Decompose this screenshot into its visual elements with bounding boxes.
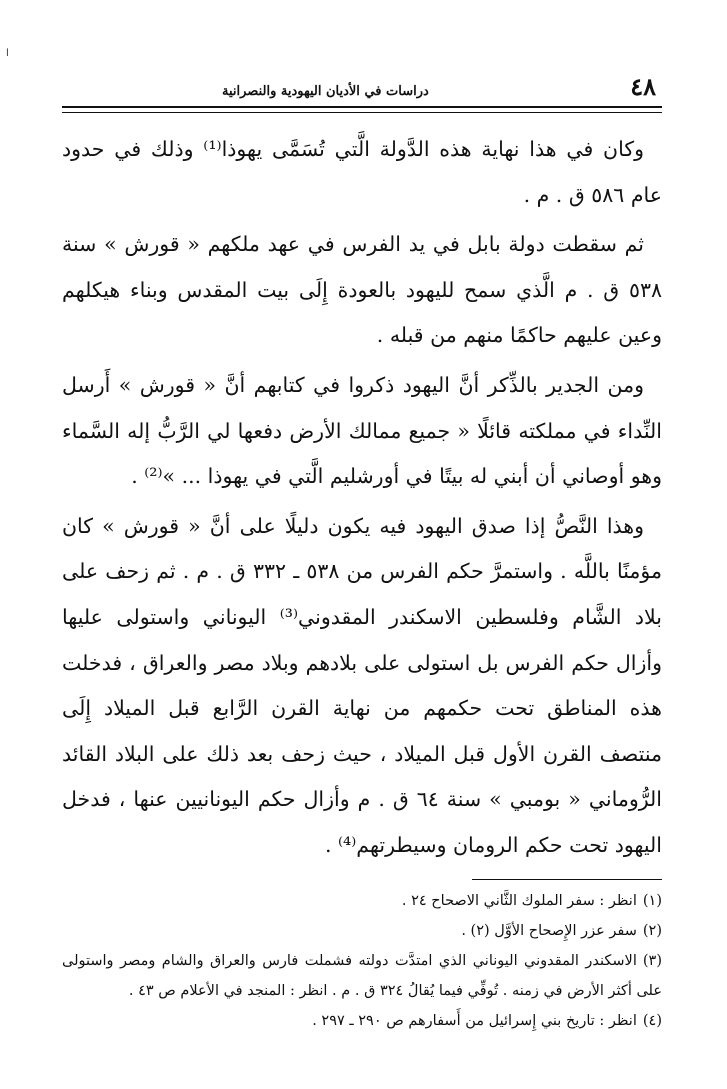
page-header xyxy=(62,72,662,108)
book-page xyxy=(62,72,662,1036)
footnote-text: انظر : سفر الملوك الثَّاني الاصحاح ٢٤ . xyxy=(401,892,637,909)
paragraph: ثم سقطت دولة بابل في يد الفرس في عهد ملكهم « قورش » سنة ٥٣٨ ق . م الَّذي سمح لليهود بالعودة إِلَى بيت المقدس وبناء هيكلهم وعين عليهم حاكمًا منهم من قبله . xyxy=(62,232,662,348)
margin-mark: ا xyxy=(6,48,9,59)
footnote-text: انظر : تاريخ بني إِسرائيل من أَسفارهم ص ٢٩٠ ـ ٢٩٧ . xyxy=(312,1012,637,1029)
footnotes xyxy=(62,886,662,1036)
footnote-text: سفر عزر الإِصحاح الأوَّل (٢) . xyxy=(461,922,637,939)
footnote-number: (٢) xyxy=(642,922,662,939)
footnote xyxy=(62,916,662,946)
footnote xyxy=(62,1006,662,1036)
page-number: ٤٨ xyxy=(630,72,656,101)
footnote xyxy=(62,946,662,1006)
paragraph: وكان في هذا نهاية هذه الدَّولة الَّتي تُسَمَّى يهوذا⁽¹⁾ وذلك في حدود عام ٥٨٦ ق . م . xyxy=(62,137,662,207)
footnote-number: (١) xyxy=(642,892,662,909)
footnote-number: (٤) xyxy=(642,1012,662,1029)
footnote-number: (٣) xyxy=(642,952,662,969)
header-divider xyxy=(62,111,662,113)
paragraph: ومن الجدير بالذِّكر أنَّ اليهود ذكروا في كتابهم أنَّ « قورش » أَرسل النِّداء في مملكته قائلًا « جميع ممالك الأرض دفعها لي الرَّبُّ إله السَّماء وهو أوصاني أن أبني له بيتًا في أورشليم الَّتي في يهوذا ... »⁽²⁾ . xyxy=(62,372,662,489)
footnote-divider xyxy=(472,879,662,880)
paragraph: وهذا النَّصُّ إذا صدق اليهود فيه يكون دليلًا على أنَّ « قورش » كان مؤمنًا باللَّه . واستمرَّ حكم الفرس من ٥٣٨ ـ ٣٣٢ ق . م . ثم زحف على بلاد الشَّام وفلسطين الاسكندر المقدوني⁽³⁾ اليوناني واستولى عليها وأزال حكم الفرس بل استولى على بلادهم وبلاد مصر والعراق ، فدخلت هذه المناطق تحت حكمهم من نهاية القرن الرَّابع قبل الميلاد إِلَى منتصف القرن الأول قبل الميلاد ، حيث زحف بعد ذلك على البلاد القائد الرُّوماني « بومبي » سنة ٦٤ ق . م وأزال حكم اليونانيين عنها ، فدخل اليهود تحت حكم الرومان وسيطرتهم⁽⁴⁾ . xyxy=(62,513,662,857)
running-title: دراسات في الأديان اليهودية والنصرانية xyxy=(222,84,429,99)
footnote-text: الاسكندر المقدوني اليوناني الذي امتدَّت دولته فشملت فارس والعراق والشام ومصر واستولى على أكثر الأرض في زمنه . تُوفِّي فيما يُقالُ ٣٢٤ ق . م . انظر : المنجد في الأعلام ص ٤٣ . xyxy=(62,952,662,999)
body-text xyxy=(62,127,662,869)
footnote xyxy=(62,886,662,916)
